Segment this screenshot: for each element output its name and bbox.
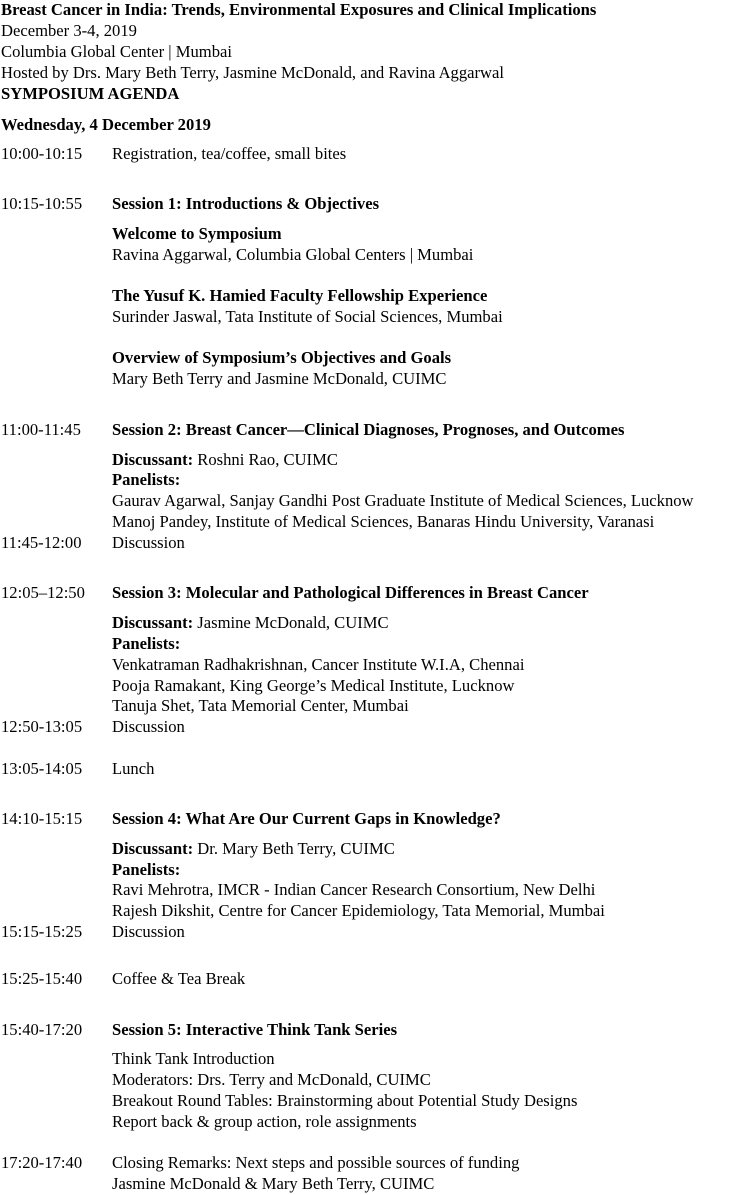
session3-discussant-name: Jasmine McDonald, CUIMC xyxy=(193,613,389,632)
lunch-text: Lunch xyxy=(112,759,155,778)
session3-discussion-time: 12:50-13:05 xyxy=(1,717,83,736)
closing-line-1: Closing Remarks: Next steps and possible sources of funding xyxy=(112,1153,520,1172)
event-venue: Columbia Global Center | Mumbai xyxy=(1,42,232,61)
session3-discussant xyxy=(112,613,389,634)
session1-talk3-speaker: Mary Beth Terry and Jasmine McDonald, CUIMC xyxy=(112,369,447,388)
session3-panelists-label: Panelists: xyxy=(112,634,181,653)
session1-talk2-speaker: Surinder Jaswal, Tata Institute of Social Sciences, Mumbai xyxy=(112,307,503,326)
session4-panelist-1: Ravi Mehrotra, IMCR - Indian Cancer Research Consortium, New Delhi xyxy=(112,880,596,899)
session1-talk2-title: The Yusuf K. Hamied Faculty Fellowship Experience xyxy=(112,286,488,305)
session4-discussant xyxy=(112,839,395,860)
session4-discussant-label: Discussant: xyxy=(112,839,194,858)
session4-discussion: Discussion xyxy=(112,922,185,941)
session2-discussant-name: Roshni Rao, CUIMC xyxy=(193,450,338,469)
session5-title: Session 5: Interactive Think Tank Series xyxy=(112,1020,398,1039)
day-heading: Wednesday, 4 December 2019 xyxy=(1,115,211,134)
session2-discussant xyxy=(112,450,338,471)
event-hosts: Hosted by Drs. Mary Beth Terry, Jasmine McDonald, and Ravina Aggarwal xyxy=(1,63,504,82)
session5-line-3: Breakout Round Tables: Brainstorming about Potential Study Designs xyxy=(112,1091,578,1110)
session1-talk1-speaker: Ravina Aggarwal, Columbia Global Centers | Mumbai xyxy=(112,245,474,264)
session1-talk3-title: Overview of Symposium’s Objectives and Goals xyxy=(112,348,452,367)
session5-line-2: Moderators: Drs. Terry and McDonald, CUIMC xyxy=(112,1070,431,1089)
document-title: Breast Cancer in India: Trends, Environmental Exposures and Clinical Implications xyxy=(1,0,597,19)
session3-title: Session 3: Molecular and Pathological Differences in Breast Cancer xyxy=(112,583,589,602)
session2-panelist-1: Gaurav Agarwal, Sanjay Gandhi Post Graduate Institute of Medical Sciences, Lucknow xyxy=(112,491,694,510)
session5-line-1: Think Tank Introduction xyxy=(112,1049,275,1068)
closing-time: 17:20-17:40 xyxy=(1,1153,83,1172)
session2-discussant-label: Discussant: xyxy=(112,450,194,469)
closing-line-2: Jasmine McDonald & Mary Beth Terry, CUIMC xyxy=(112,1174,435,1193)
session4-time: 14:10-15:15 xyxy=(1,809,83,828)
session5-line-4: Report back & group action, role assignments xyxy=(112,1112,417,1131)
session4-title: Session 4: What Are Our Current Gaps in Knowledge? xyxy=(112,809,501,828)
lunch-time: 13:05-14:05 xyxy=(1,759,83,778)
session1-title: Session 1: Introductions & Objectives xyxy=(112,194,380,213)
session3-discussant-label: Discussant: xyxy=(112,613,194,632)
session3-discussion: Discussion xyxy=(112,717,185,736)
session2-title: Session 2: Breast Cancer—Clinical Diagnoses, Prognoses, and Outcomes xyxy=(112,420,625,439)
session2-panelist-2: Manoj Pandey, Institute of Medical Sciences, Banaras Hindu University, Varanasi xyxy=(112,512,655,531)
session3-panelist-2: Pooja Ramakant, King George’s Medical Institute, Lucknow xyxy=(112,676,515,695)
break-text: Coffee & Tea Break xyxy=(112,969,246,988)
agenda-heading: SYMPOSIUM AGENDA xyxy=(1,84,180,103)
session2-discussion-time: 11:45-12:00 xyxy=(1,533,82,552)
session1-talk1-title: Welcome to Symposium xyxy=(112,224,282,243)
registration-time: 10:00-10:15 xyxy=(1,144,83,163)
registration-text: Registration, tea/coffee, small bites xyxy=(112,144,347,163)
session4-panelists-label: Panelists: xyxy=(112,860,181,879)
session4-discussant-name: Dr. Mary Beth Terry, CUIMC xyxy=(193,839,395,858)
session2-panelists-label: Panelists: xyxy=(112,470,181,489)
event-dates: December 3-4, 2019 xyxy=(1,21,137,40)
session3-time: 12:05–12:50 xyxy=(1,583,85,602)
session2-time: 11:00-11:45 xyxy=(1,420,81,439)
session3-panelist-1: Venkatraman Radhakrishnan, Cancer Institute W.I.A, Chennai xyxy=(112,655,525,674)
session2-discussion: Discussion xyxy=(112,533,185,552)
session4-discussion-time: 15:15-15:25 xyxy=(1,922,83,941)
session3-panelist-3: Tanuja Shet, Tata Memorial Center, Mumbai xyxy=(112,696,409,715)
session1-time: 10:15-10:55 xyxy=(1,194,83,213)
session4-panelist-2: Rajesh Dikshit, Centre for Cancer Epidemiology, Tata Memorial, Mumbai xyxy=(112,901,605,920)
session5-time: 15:40-17:20 xyxy=(1,1020,83,1039)
break-time: 15:25-15:40 xyxy=(1,969,83,988)
